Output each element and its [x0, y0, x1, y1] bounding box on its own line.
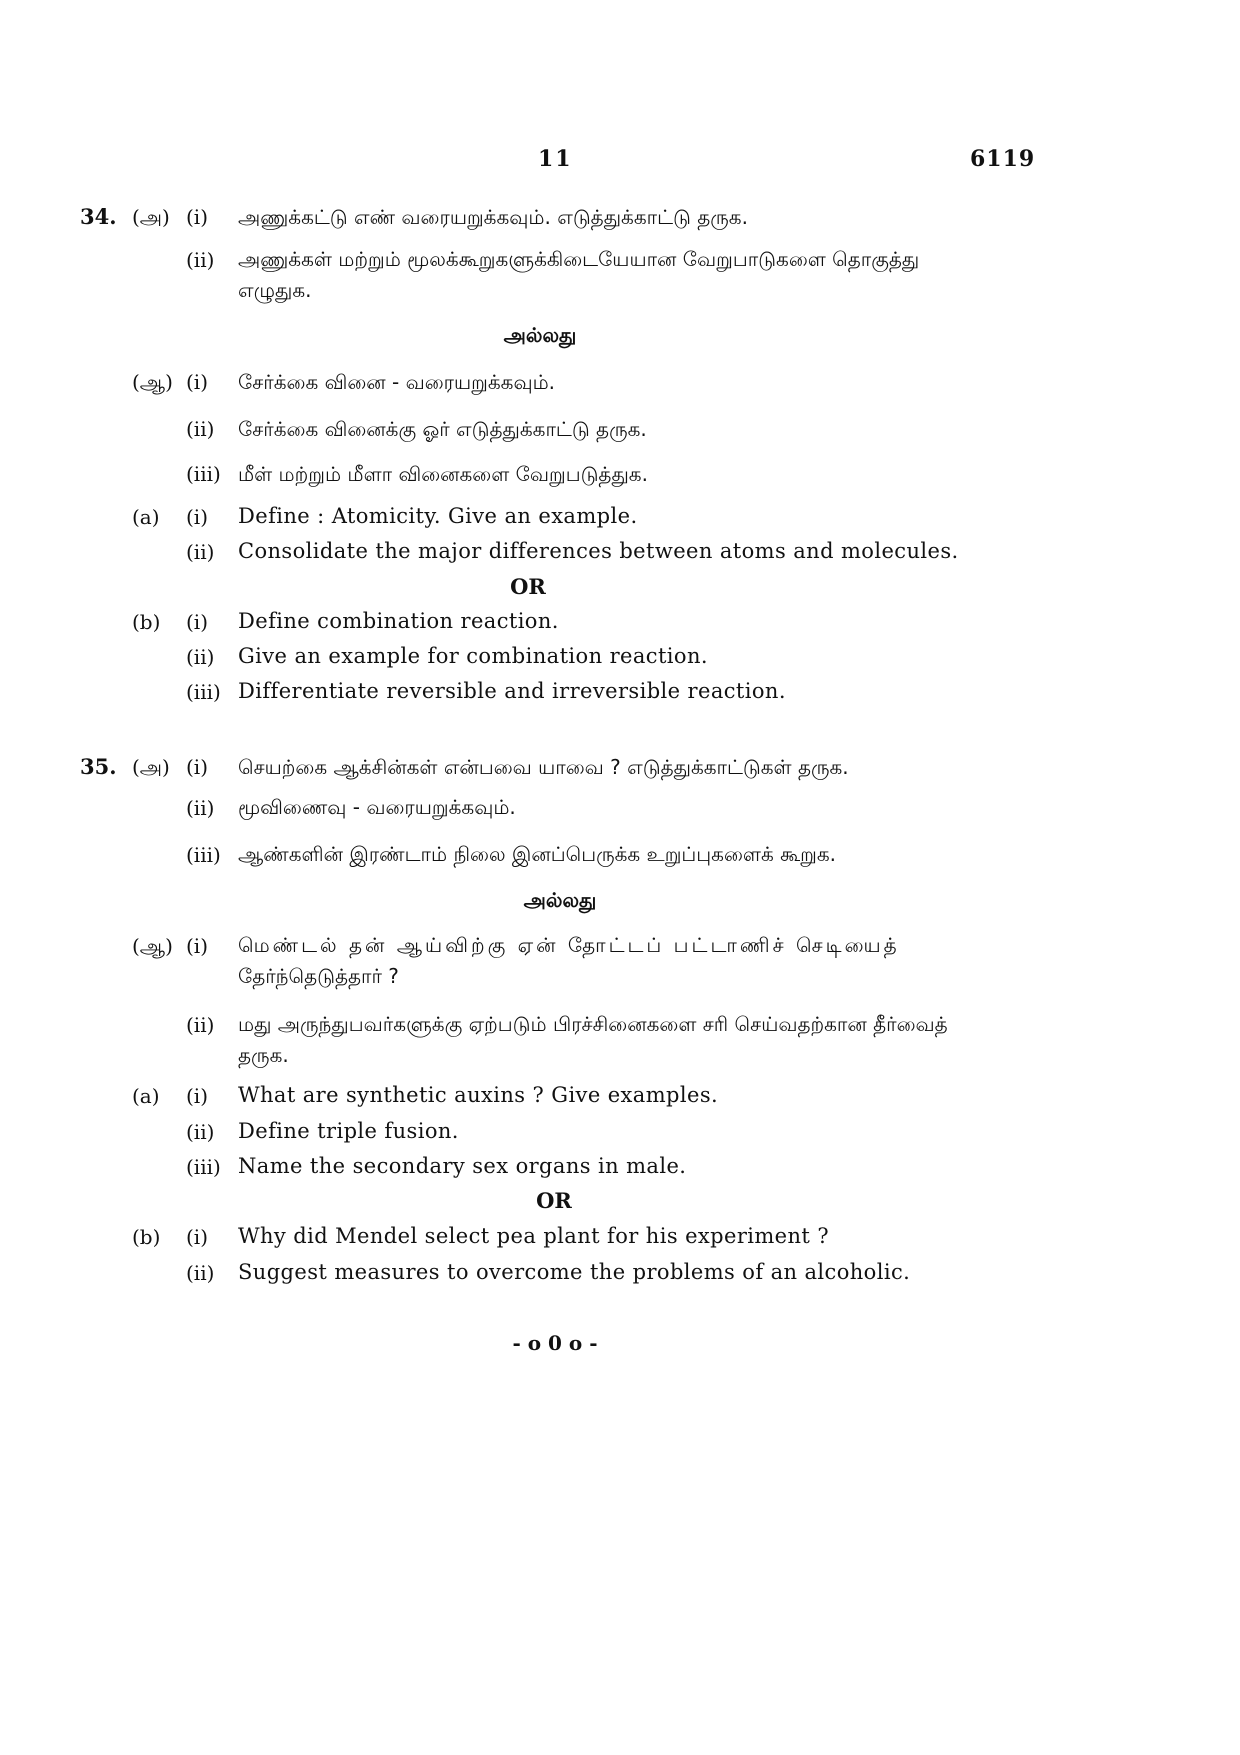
question-text: Consolidate the major differences between atoms and molecules. [238, 539, 959, 563]
question-text: மூவிணைவு - வரையறுக்கவும். [238, 795, 516, 819]
question-text: ஆண்களின் இரண்டாம் நிலை இனப்பெருக்க உறுப்புகளைக் கூறுக. [238, 842, 837, 866]
roman-label: (ii) [186, 248, 215, 272]
question-text: Why did Mendel select pea plant for his experiment ? [238, 1224, 830, 1248]
part-label-tamil-a: (அ) [132, 205, 170, 229]
question-text: Give an example for combination reaction. [238, 644, 708, 668]
roman-label: (i) [186, 1084, 209, 1108]
roman-label: (ii) [186, 1013, 215, 1037]
roman-label: (ii) [186, 645, 215, 669]
roman-label: (i) [186, 934, 209, 958]
part-label-tamil-a: (அ) [132, 755, 170, 779]
part-label-english-a: (a) [132, 1084, 160, 1108]
question-text: சேர்க்கை வினைக்கு ஓர் எடுத்துக்காட்டு தருக. [238, 417, 647, 441]
question-text: Define triple fusion. [238, 1119, 459, 1143]
roman-label: (iii) [186, 462, 221, 486]
roman-label: (ii) [186, 417, 215, 441]
question-text-continued: தருக. [238, 1043, 289, 1067]
or-separator-tamil: அல்லது [523, 888, 597, 912]
question-number: 35. [80, 754, 117, 779]
question-text: Define : Atomicity. Give an example. [238, 504, 638, 528]
question-text: மெண்டல் தன் ஆய்விற்கு ஏன் தோட்டப் பட்டாணிச் செடியைத் [238, 933, 900, 957]
part-label-english-b: (b) [132, 610, 161, 634]
paper-code: 6119 [970, 146, 1036, 172]
question-text-continued: தேர்ந்தெடுத்தார் ? [238, 964, 399, 988]
question-text-continued: எழுதுக. [238, 278, 312, 302]
roman-label: (ii) [186, 540, 215, 564]
question-text: சேர்க்கை வினை - வரையறுக்கவும். [238, 370, 556, 394]
question-text: Differentiate reversible and irreversible reaction. [238, 679, 786, 703]
question-text: அணுக்கட்டு எண் வரையறுக்கவும். எடுத்துக்காட்டு தருக. [238, 205, 748, 229]
part-label-tamil-b: (ஆ) [132, 934, 173, 958]
question-text: Define combination reaction. [238, 609, 559, 633]
or-separator-tamil: அல்லது [503, 323, 577, 347]
part-label-tamil-b: (ஆ) [132, 370, 173, 394]
roman-label: (i) [186, 610, 209, 634]
roman-label: (i) [186, 1225, 209, 1249]
question-text: Suggest measures to overcome the problems of an alcoholic. [238, 1260, 911, 1284]
roman-label: (iii) [186, 843, 221, 867]
roman-label: (ii) [186, 796, 215, 820]
or-separator-english: OR [510, 574, 546, 599]
question-text: Name the secondary sex organs in male. [238, 1154, 687, 1178]
part-label-english-b: (b) [132, 1225, 161, 1249]
roman-label: (ii) [186, 1261, 215, 1285]
roman-label: (i) [186, 505, 209, 529]
roman-label: (iii) [186, 1155, 221, 1179]
end-of-paper-mark: - o 0 o - [512, 1331, 598, 1355]
page-number: 11 [538, 146, 573, 172]
roman-label: (i) [186, 755, 209, 779]
question-text: செயற்கை ஆக்சின்கள் என்பவை யாவை ? எடுத்துக்காட்டுகள் தருக. [238, 755, 849, 779]
question-text: மது அருந்துபவர்களுக்கு ஏற்படும் பிரச்சினைகளை சரி செய்வதற்கான தீர்வைத் [238, 1012, 948, 1036]
question-text: மீள் மற்றும் மீளா வினைகளை வேறுபடுத்துக. [238, 462, 648, 486]
roman-label: (ii) [186, 1120, 215, 1144]
question-text: அணுக்கள் மற்றும் மூலக்கூறுகளுக்கிடையேயான வேறுபாடுகளை தொகுத்து [238, 247, 920, 271]
roman-label: (i) [186, 205, 209, 229]
roman-label: (iii) [186, 680, 221, 704]
question-number: 34. [80, 204, 117, 229]
part-label-english-a: (a) [132, 505, 160, 529]
roman-label: (i) [186, 370, 209, 394]
question-text: What are synthetic auxins ? Give examples. [238, 1083, 719, 1107]
or-separator-english: OR [536, 1188, 572, 1213]
